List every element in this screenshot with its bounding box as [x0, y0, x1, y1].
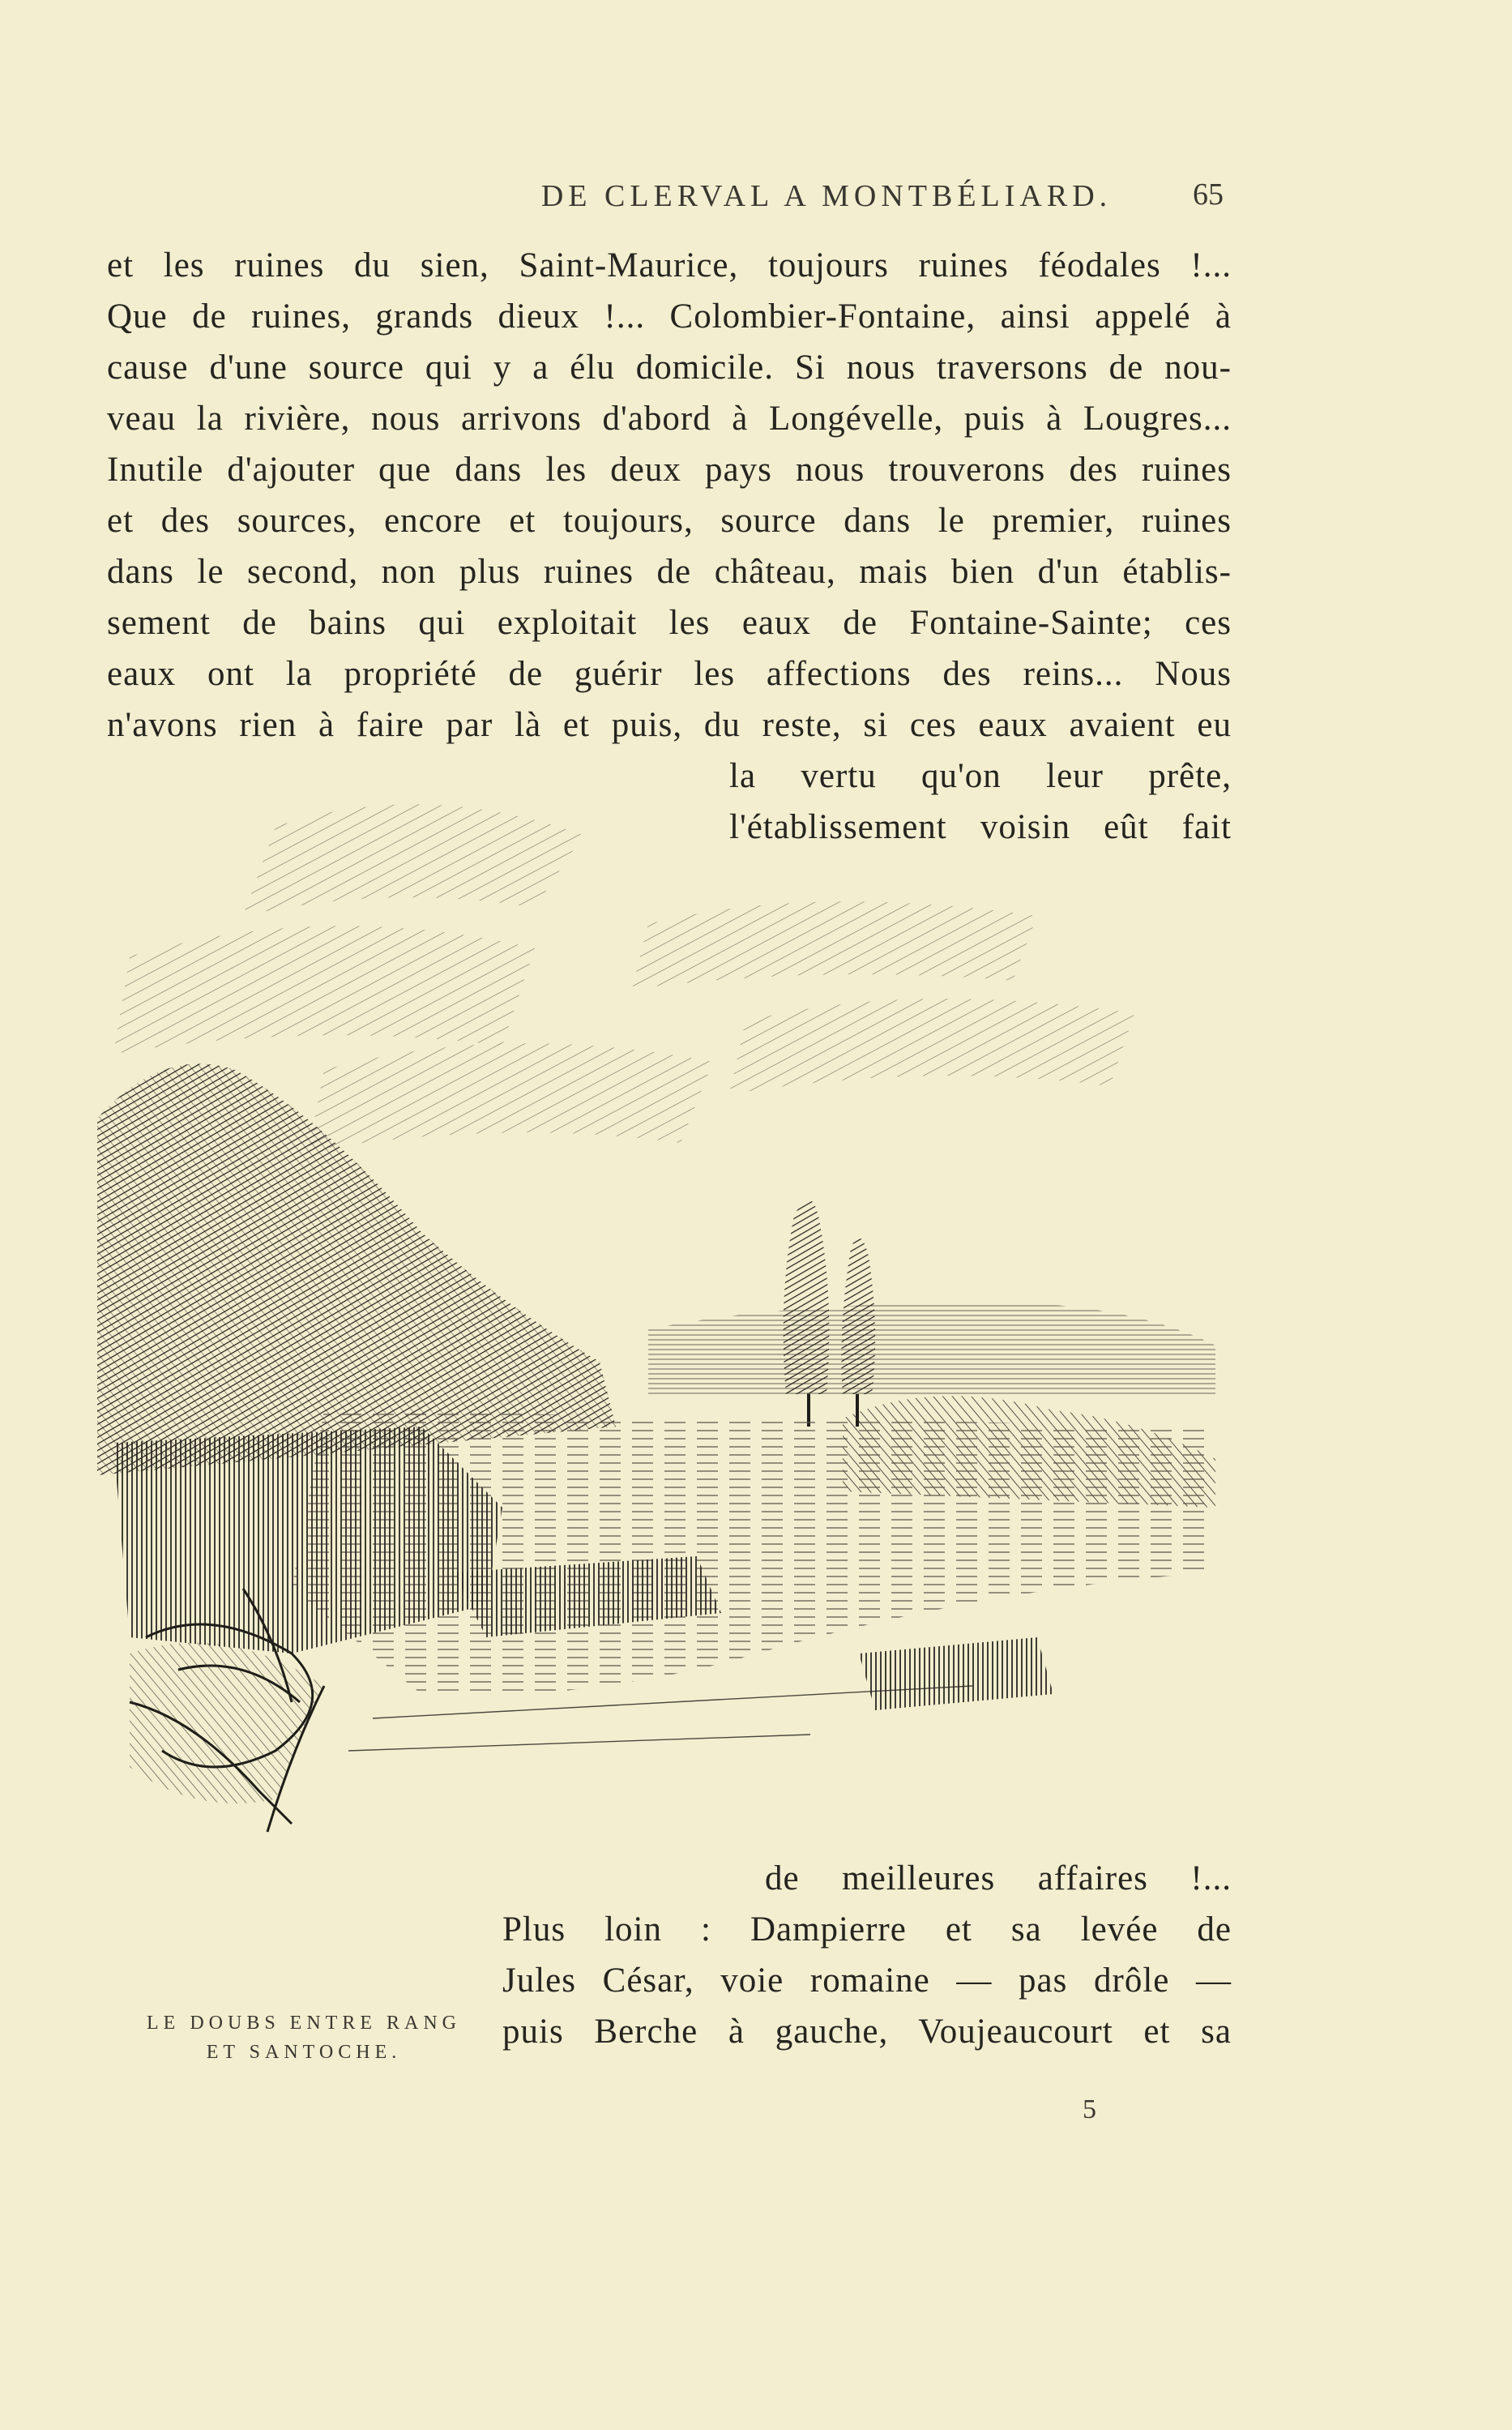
text-line: Jules César, voie romaine — pas drôle — — [502, 1962, 1232, 2000]
text-line: la vertu qu'on leur prête, — [729, 757, 1232, 795]
figure-caption-line2: ET SANTOCHE. — [206, 2042, 402, 2063]
text-line: Que de ruines, grands dieux !... Colombier-Fontaine, ainsi appelé à — [107, 297, 1232, 336]
signature-mark: 5 — [1083, 2094, 1096, 2124]
text-line: de meilleures affaires !... — [765, 1859, 1232, 1897]
text-line: cause d'une source qui y a élu domicile. Si nous traversons de nou- — [107, 349, 1232, 387]
text-line: n'avons rien à faire par là et puis, du reste, si ces eaux avaient eu — [107, 706, 1232, 744]
text-line: Inutile d'ajouter que dans les deux pays nous trouverons des ruines — [107, 451, 1232, 489]
text-line: dans le second, non plus ruines de château, mais bien d'un établis- — [107, 553, 1232, 591]
text-line: et les ruines du sien, Saint-Maurice, toujours ruines féodales !... — [107, 246, 1232, 284]
text-line: eaux ont la propriété de guérir les affections des reins... Nous — [107, 655, 1232, 693]
figure-caption-line1: LE DOUBS ENTRE RANG — [147, 2013, 461, 2034]
running-head: DE CLERVAL A MONTBÉLIARD. — [540, 179, 1113, 213]
text-line: et des sources, encore et toujours, source dans le premier, ruines — [107, 502, 1232, 540]
page-number: 65 — [1193, 178, 1224, 212]
text-line: Plus loin : Dampierre et sa levée de — [502, 1910, 1232, 1949]
reeds-right — [859, 1637, 1053, 1710]
river-landscape-illustration — [81, 778, 1296, 1994]
text-line: veau la rivière, nous arrivons d'abord à Longévelle, puis à Lougres... — [107, 400, 1232, 438]
text-line: sement de bains qui exploitait les eaux de Fontaine-Sainte; ces — [107, 604, 1232, 642]
distant-hills — [648, 1303, 1215, 1394]
text-line: l'établissement voisin eût fait — [729, 808, 1232, 846]
text-line: puis Berche à gauche, Voujeaucourt et sa — [502, 2013, 1232, 2051]
